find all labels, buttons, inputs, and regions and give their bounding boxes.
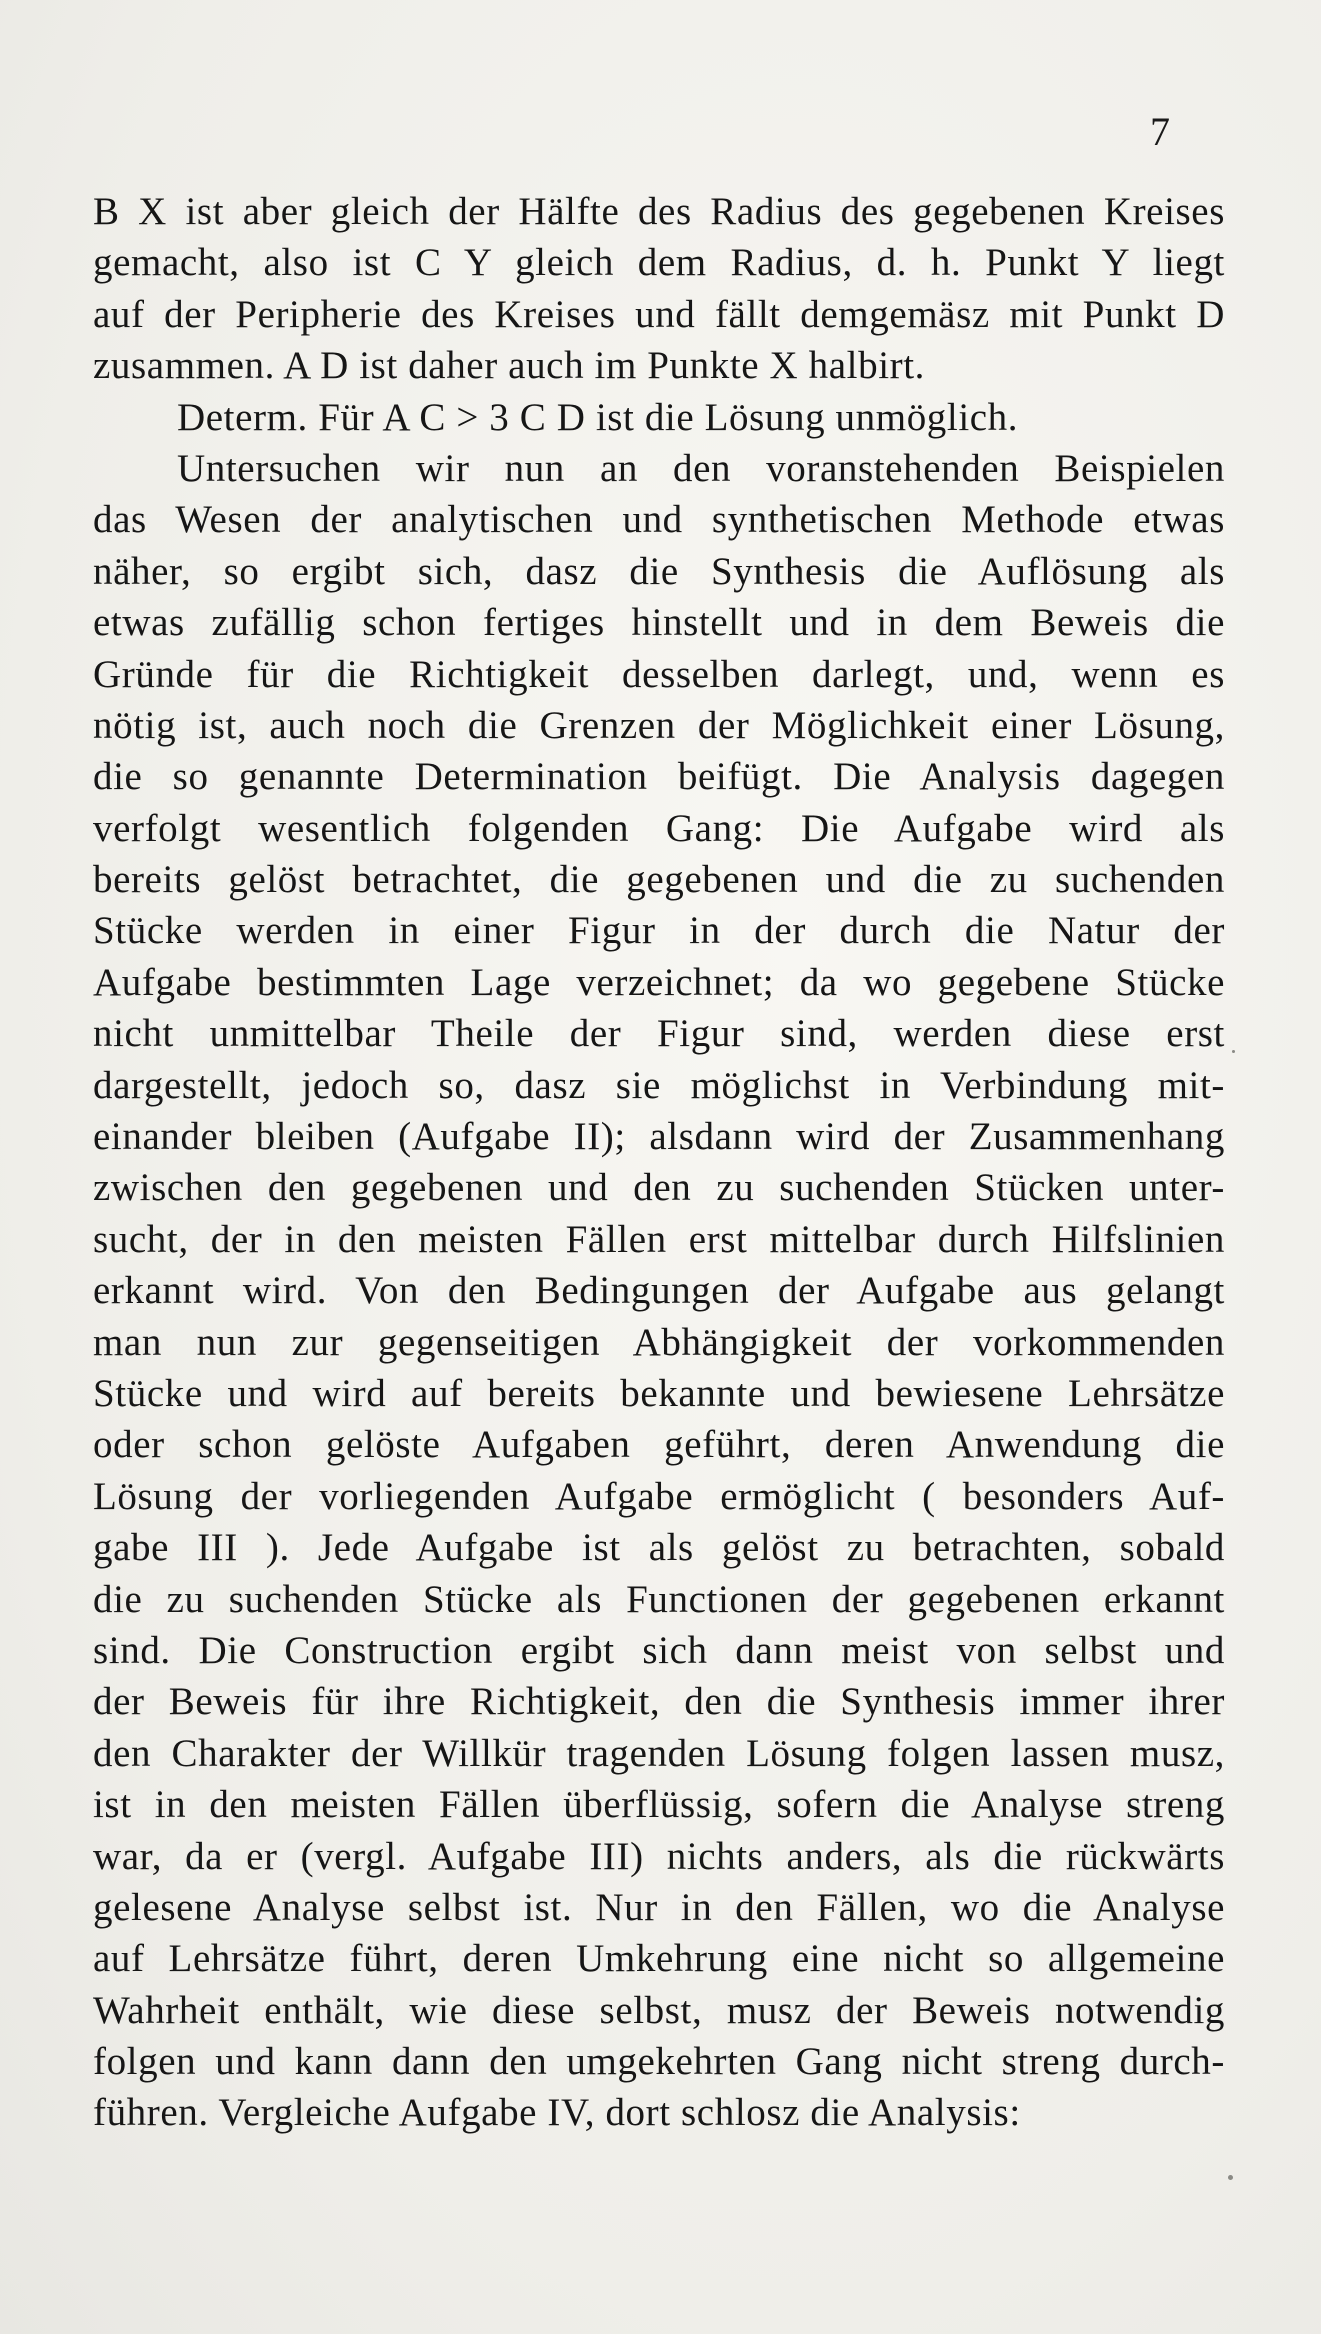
- text-line: war, da er (vergl. Aufgabe III) nichts anders, als die rückwärts: [93, 1834, 1225, 1878]
- text-line: zwischen den gegebenen und den zu suchenden Stücken unter-: [93, 1166, 1225, 1210]
- text-line: etwas zufällig schon fertiges hinstellt und in dem Beweis die: [93, 601, 1225, 645]
- paper-speck: [1228, 2175, 1233, 2180]
- page-number: 7: [1150, 109, 1170, 154]
- text-line: Stücke und wird auf bereits bekannte und bewiesene Lehrsätze: [93, 1371, 1225, 1415]
- text-line: Gründe für die Richtigkeit desselben darlegt, und, wenn es: [93, 652, 1225, 696]
- text-line: einander bleiben (Aufgabe II); alsdann wird der Zusammenhang: [93, 1115, 1225, 1159]
- text-line: Stücke werden in einer Figur in der durch die Natur der: [93, 909, 1225, 953]
- text-line: Determ. Für A C > 3 C D ist die Lösung unmöglich.: [177, 395, 1019, 439]
- text-line: die zu suchenden Stücke als Functionen der gegebenen erkannt: [93, 1577, 1225, 1621]
- text-line: nötig ist, auch noch die Grenzen der Möglichkeit einer Lösung,: [93, 703, 1225, 747]
- body-text: [93, 186, 1225, 2139]
- text-line: gabe III ). Jede Aufgabe ist als gelöst zu betrachten, sobald: [93, 1526, 1225, 1570]
- text-line: gelesene Analyse selbst ist. Nur in den Fällen, wo die Analyse: [93, 1885, 1225, 1929]
- text-line: man nun zur gegenseitigen Abhängigkeit der vorkommenden: [93, 1320, 1225, 1364]
- text-line: gemacht, also ist C Y gleich dem Radius, d. h. Punkt Y liegt: [93, 241, 1225, 285]
- text-line: der Beweis für ihre Richtigkeit, den die Synthesis immer ihrer: [93, 1680, 1225, 1724]
- text-line: dargestellt, jedoch so, dasz sie möglichst in Verbindung mit-: [93, 1063, 1225, 1107]
- text-line: folgen und kann dann den umgekehrten Gang nicht streng durch-: [93, 2040, 1225, 2084]
- text-line: auf der Peripherie des Kreises und fällt demgemäsz mit Punkt D: [93, 292, 1225, 336]
- paper-speck: [1232, 1050, 1235, 1053]
- text-line: ist in den meisten Fällen überflüssig, sofern die Analyse streng: [93, 1783, 1225, 1827]
- text-line: das Wesen der analytischen und synthetischen Methode etwas: [93, 498, 1225, 542]
- text-line: Wahrheit enthält, wie diese selbst, musz der Beweis notwendig: [93, 1988, 1225, 2032]
- text-line: nicht unmittelbar Theile der Figur sind, werden diese erst: [93, 1012, 1225, 1056]
- text-line: erkannt wird. Von den Bedingungen der Aufgabe aus gelangt: [93, 1269, 1225, 1313]
- text-line: sucht, der in den meisten Fällen erst mittelbar durch Hilfslinien: [93, 1217, 1225, 1261]
- text-line: näher, so ergibt sich, dasz die Synthesis die Auflösung als: [93, 549, 1225, 593]
- text-line: Aufgabe bestimmten Lage verzeichnet; da wo gegebene Stücke: [93, 960, 1225, 1004]
- text-line: B X ist aber gleich der Hälfte des Radius des gegebenen Kreises: [93, 190, 1225, 233]
- text-line: die so genannte Determination beifügt. Die Analysis dagegen: [93, 755, 1225, 799]
- text-line: Untersuchen wir nun an den voranstehenden Beispielen: [177, 446, 1225, 490]
- text-line: den Charakter der Willkür tragenden Lösung folgen lassen musz,: [93, 1731, 1225, 1775]
- text-line: zusammen. A D ist daher auch im Punkte X halbirt.: [93, 344, 926, 388]
- text-line: bereits gelöst betrachtet, die gegebenen und die zu suchenden: [93, 858, 1225, 902]
- text-line: verfolgt wesentlich folgenden Gang: Die Aufgabe wird als: [93, 806, 1225, 850]
- text-line: oder schon gelöste Aufgaben geführt, deren Anwendung die: [93, 1423, 1225, 1467]
- text-line: führen. Vergleiche Aufgabe IV, dort schlosz die Analysis:: [93, 2091, 1021, 2135]
- text-line: Lösung der vorliegenden Aufgabe ermöglicht ( besonders Auf-: [93, 1474, 1225, 1518]
- text-line: auf Lehrsätze führt, deren Umkehrung eine nicht so allgemeine: [93, 1937, 1225, 1981]
- text-line: sind. Die Construction ergibt sich dann meist von selbst und: [93, 1628, 1225, 1672]
